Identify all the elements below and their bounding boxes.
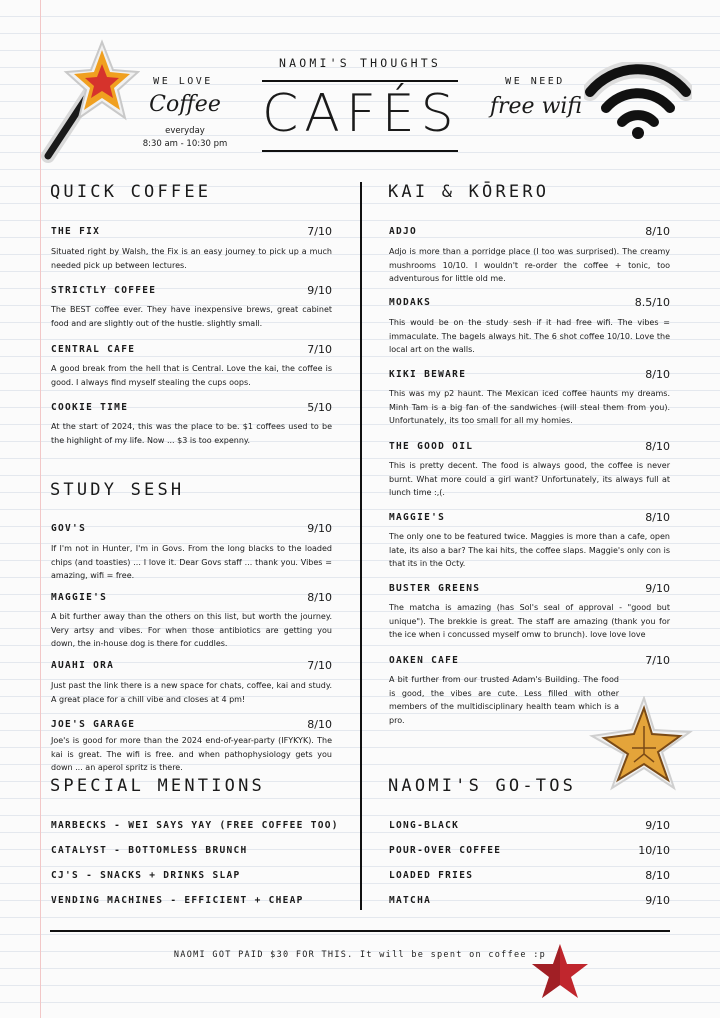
list-item: LONG-BLACK [389,820,460,831]
list-item-score: 8/10 [645,869,670,882]
entry-name: MODAKS [389,297,432,308]
footer-note: NAOMI GOT PAID $30 FOR THIS. It will be spent on coffee :p [173,950,547,960]
entry-description: A bit further from our trusted Adam's Building. The food is good, the vibes are cute. Less filled with other members of the multidisciplinary health team which is a pro. [389,675,619,725]
entry-score: 8.5/10 [634,296,670,309]
entry-name: MAGGIE'S [389,512,446,523]
entry-name: THE GOOD OIL [389,441,474,452]
entry-name: BUSTER GREENS [389,583,481,594]
entry-name: CENTRAL CAFE [51,344,136,355]
entry-name: COOKIE TIME [51,402,129,413]
list-item: POUR-OVER COFFEE [389,845,502,856]
list-item-score: 10/10 [638,844,670,857]
entry-description: If I'm not in Hunter, I'm in Govs. From the long blacks to the loaded chips (and toasties) ... I love it. Dear Govs staff ... thank you. Vibes = amazing, wifi = free. [51,544,332,580]
section-title-go-tos: NAOMI'S GO-TOS [388,776,577,796]
entry-description: The only one to be featured twice. Maggies is more than a cafe, open late, its also a bar? The kai hits, the coffee slaps. Maggie's only con is that its in the Octy. [389,532,670,568]
entry-score: 8/10 [307,718,332,731]
list-item: CJ'S - SNACKS + DRINKS SLAP [51,870,241,881]
entry-score: 9/10 [645,582,670,595]
list-item: LOADED FRIES [389,870,474,881]
entry-score: 7/10 [307,225,332,238]
section-title-study-sesh: STUDY SESH [50,480,185,500]
header-eyebrow: NAOMI'S THOUGHTS [279,56,441,70]
section-title-quick-coffee: QUICK COFFEE [50,182,212,202]
hours-day: everyday [165,126,205,136]
entry-description: This would be on the study sesh if it had free wifi. The vibes = immaculate. The bagels always hit. The 6 shot coffee 10/10. Love the local art on the walls. [389,318,670,354]
entry-score: 9/10 [307,284,332,297]
entry-name: THE FIX [51,226,101,237]
section-title-special-mentions: SPECIAL MENTIONS [50,776,265,796]
entry-description: A good break from the hell that is Central. Love the kai, the coffee is good. I always find myself stealing the cups oops. [51,364,332,387]
entry-name: JOE'S GARAGE [51,719,136,730]
entry-description: The BEST coffee ever. They have inexpensive brews, great cabinet food and are slightly out of the hustle. slightly small. [51,305,332,328]
entry-score: 5/10 [307,401,332,414]
wifi-sticker-icon [584,62,692,140]
entry-score: 8/10 [645,511,670,524]
entry-score: 8/10 [307,591,332,604]
entry-score: 9/10 [307,522,332,535]
entry-description: Joe's is good for more than the 2024 end-of-year-party (IFYKYK). The kai is great. The wifi is free. and when pathophysiology gets you down ... an aperol spritz is there. [51,736,332,772]
column-divider [360,182,362,910]
entry-name: OAKEN CAFE [389,655,460,666]
entry-name: AUAHI ORA [51,660,115,671]
entry-score: 8/10 [645,368,670,381]
page-title: CAFÉS [262,84,460,144]
entry-description: Adjo is more than a porridge place (I too was surprised). The creamy mushrooms 10/10. I wouldn't re-order the coffee + tonic, too adventurous for little old me. [389,247,670,283]
entry-name: MAGGIE'S [51,592,108,603]
entry-name: STRICTLY COFFEE [51,285,157,296]
section-title-kai-korero: KAI & KŌRERO [388,182,550,202]
header-rule-top [262,80,458,82]
footer-divider [50,930,670,932]
entry-score: 7/10 [307,343,332,356]
entry-score: 7/10 [645,654,670,667]
magic-wand-sticker-icon [30,38,140,168]
list-item: VENDING MACHINES - EFFICIENT + CHEAP [51,895,304,906]
list-item: CATALYST - BOTTOMLESS BRUNCH [51,845,248,856]
hours-time: 8:30 am - 10:30 pm [142,139,228,149]
entry-description: Situated right by Walsh, the Fix is an easy journey to pick up a much needed pick up between lectures. [51,247,332,270]
we-need-label: WE NEED [505,76,565,87]
header-rule-bottom [262,150,458,152]
list-item: MARBECKS - WEI SAYS YAY (FREE COFFEE TOO) [51,820,339,831]
entry-name: GOV'S [51,523,87,534]
entry-description: A bit further away than the others on this list, but worth the journey. Very artsy and vibes. For when those antibiotics are getting you down, the in-house dog is there for cuddles. [51,612,332,648]
free-wifi-script: free wifi [489,94,583,119]
entry-score: 8/10 [645,225,670,238]
entry-score: 7/10 [307,659,332,672]
entry-score: 8/10 [645,440,670,453]
coffee-script: Coffee [149,92,221,117]
entry-description: The matcha is amazing (has Sol's seal of approval - "good but unique"). The brekkie is great. The staff are amazing (thank you for the ice when i concussed myself omw to brunch). love love love [389,603,670,639]
entry-description: Just past the link there is a new space for chats, coffee, kai and study. A great place for a chill vibe and closes at 4 pm! [51,681,332,704]
list-item-score: 9/10 [645,819,670,832]
list-item-score: 9/10 [645,894,670,907]
entry-description: This is pretty decent. The food is always good, the coffee is never burnt. What more could a girl want? Unfortunately, its always full at lunch time :,(. [389,461,670,497]
entry-description: This was my p2 haunt. The Mexican iced coffee haunts my dreams. Minh Tam is a big fan of the sandwiches (will steal them from you). Unfortunately, its too small for all my homies. [389,389,670,425]
we-love-label: WE LOVE [153,76,213,87]
entry-description: At the start of 2024, this was the place to be. $1 coffees used to be the highlight of my life. Now ... $3 is too expenny. [51,422,332,445]
entry-name: ADJO [389,226,418,237]
list-item: MATCHA [389,895,432,906]
entry-name: KIKI BEWARE [389,369,467,380]
